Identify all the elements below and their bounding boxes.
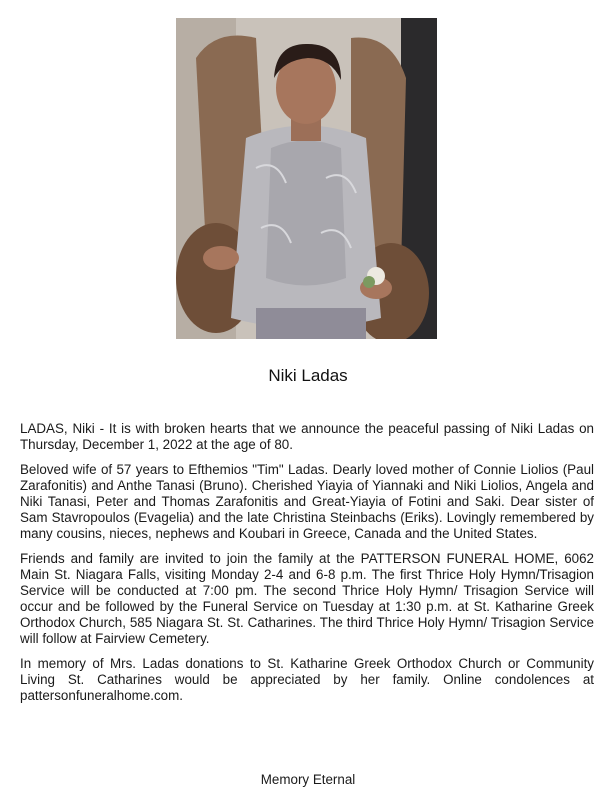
portrait-photo xyxy=(176,18,437,339)
deceased-name: Niki Ladas xyxy=(268,366,348,385)
obituary-text xyxy=(20,421,594,713)
services-paragraph: Friends and family are invited to join the family at the PATTERSON FUNERAL HOME, 6062 Main St. Niagara Falls, visiting Monday 2-4 and 6-8 p.m. The first Thrice Holy Hymn/Trisagion Service will be conducted at 7:00 pm. The second Thrice Holy Hymn/ Trisagion Service will occur and be followed by the Funeral Service on Tuesday at 1:30 p.m. at St. Katharine Greek Orthodox Church, 585 Niagara St. St. Catharines. The third Thrice Holy Hymn/ Trisagion Service will follow at Fairview Cemetery. xyxy=(20,551,594,646)
family-paragraph: Beloved wife of 57 years to Efthemios "Tim" Ladas. Dearly loved mother of Connie Liolios (Paul Zarafonitis) and Anthe Tanasi (Bruno). Cherished Yiayia of Yiannaki and Niki Liolios, Angela and Niki Tanasi, Peter and Thomas Zarafonitis and Great-Yiayia of Fotini and Saki. Dear sister of Sam Stavropoulos (Evagelia) and the late Christina Steinbachs (Eriks). Lovingly remembered by many cousins, nieces, nephews and Koubari in Greece, Canada and the United States. xyxy=(20,462,594,541)
closing-line: Memory Eternal xyxy=(260,772,356,787)
announcement-paragraph: LADAS, Niki - It is with broken hearts that we announce the peaceful passing of Niki Ladas on Thursday, December 1, 2022 at the age of 80. xyxy=(20,421,594,452)
donations-paragraph: In memory of Mrs. Ladas donations to St. Katharine Greek Orthodox Church or Community Living St. Catharines would be appreciated by her family. Online condolences at pattersonfuneralhome.com. xyxy=(20,656,594,703)
portrait-photo-icon xyxy=(176,18,437,339)
